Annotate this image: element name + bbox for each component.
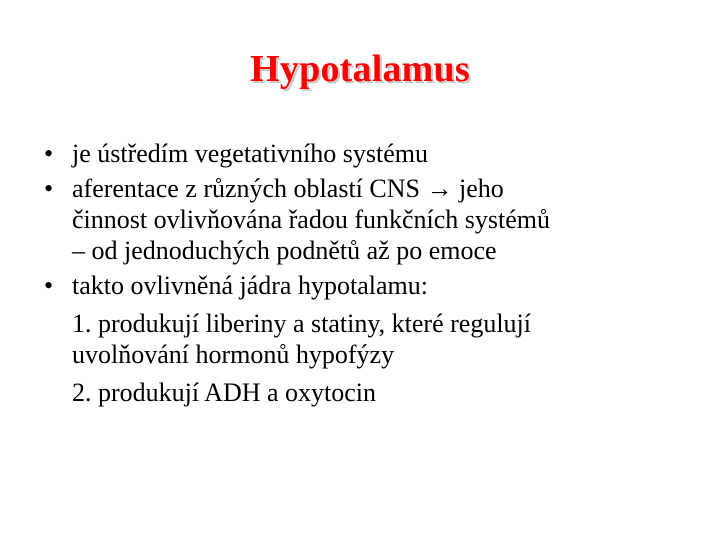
numbered-item-text: 1. produkují liberiny a statiny, které regulují <box>72 309 531 338</box>
slide-title: Hypotalamus <box>250 48 470 90</box>
bullet-icon: • <box>44 139 54 168</box>
bullet-text: aferentace z různých oblastí CNS → jeho <box>72 174 504 203</box>
bullet-item <box>44 138 694 169</box>
bullet-text: činnost ovlivňována řadou funkčních systémů <box>72 205 551 234</box>
bullet-item <box>44 173 694 266</box>
slide-content <box>44 138 694 408</box>
numbered-item-text: 2. produkují ADH a oxytocin <box>72 378 377 407</box>
bullet-text: – od jednoduchých podnětů až po emoce <box>72 236 497 265</box>
numbered-item <box>44 308 694 370</box>
bullet-item <box>44 270 694 301</box>
bullet-text: takto ovlivněná jádra hypotalamu: <box>72 271 428 300</box>
bullet-text: je ústředím vegetativního systému <box>72 139 428 168</box>
numbered-item <box>44 377 694 408</box>
bullet-icon: • <box>44 174 54 203</box>
numbered-item-text: uvolňování hormonů hypofýzy <box>72 340 395 369</box>
bullet-icon: • <box>44 271 54 300</box>
